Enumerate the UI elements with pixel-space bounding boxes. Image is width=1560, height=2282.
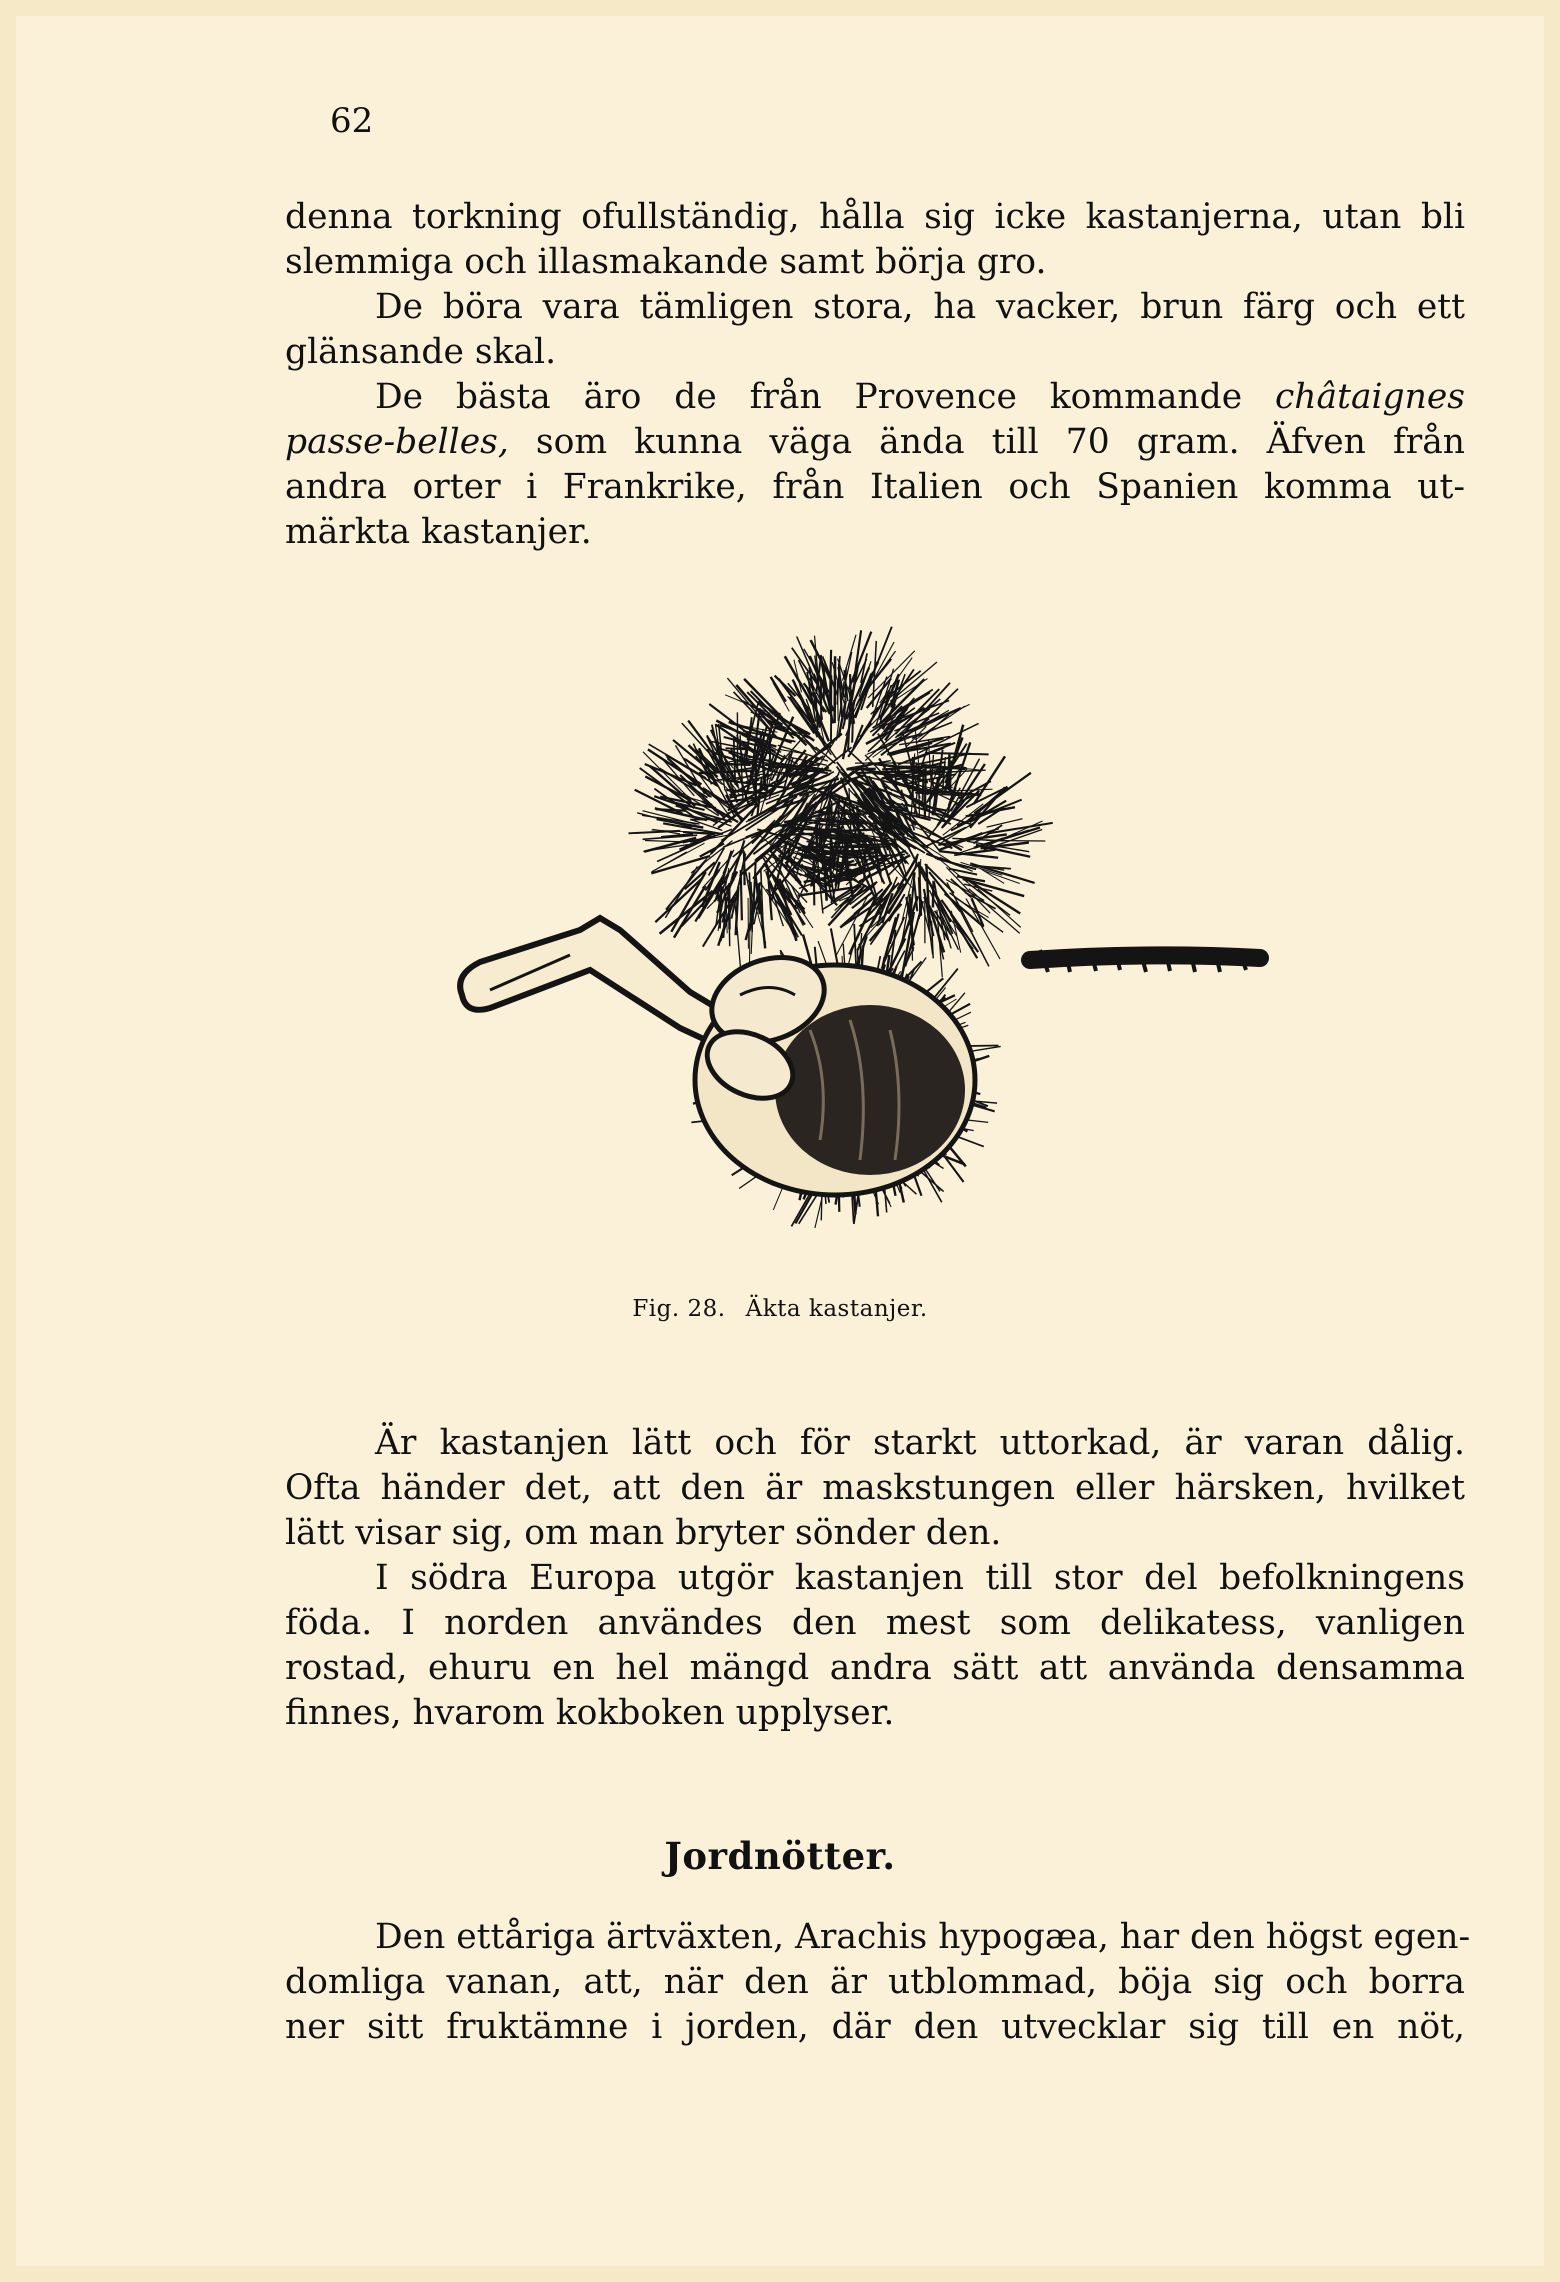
text-line: Ofta händer det, att den är maskstungen eller härsken, hvilket	[285, 1468, 1465, 1508]
figure-title: Äkta kastanjer.	[745, 1296, 928, 1322]
italic-term: passe-belles,	[285, 422, 509, 462]
text-line: De böra vara tämligen stora, ha vacker, brun färg och ett	[375, 287, 1465, 327]
opened-husk	[695, 943, 975, 1195]
section-heading: Jordnötter.	[664, 1834, 896, 1878]
text-line: Är kastanjen lätt och för starkt uttorkad, är varan dålig.	[375, 1423, 1465, 1463]
text-line: lätt visar sig, om man bryter sönder den.	[285, 1513, 1002, 1553]
figure-caption	[0, 1296, 1560, 1322]
text-block-top	[285, 195, 1465, 555]
text-line: finnes, hvarom kokboken upplyser.	[285, 1693, 895, 1733]
text-block-bottom	[285, 1915, 1471, 2050]
text-line	[285, 420, 1465, 465]
text-line: denna torkning ofullständig, hålla sig icke kastanjerna, utan bli	[285, 197, 1465, 237]
text-line: Den ettåriga ärtväxten, Arachis hypogæa, har den högst egen-	[375, 1917, 1471, 1957]
text-line: slemmiga och illasmakande samt börja gro.	[285, 242, 1047, 282]
text-block-middle	[285, 1421, 1465, 1736]
text-line: andra orter i Frankrike, från Italien och Spanien komma ut-	[285, 467, 1465, 507]
text-fragment: De bästa äro de från Provence kommande	[375, 377, 1243, 417]
text-line: glänsande skal.	[285, 332, 557, 372]
page-number: 62	[330, 101, 374, 141]
catkin	[1030, 949, 1260, 972]
italic-term: châtaignes	[1274, 377, 1465, 417]
text-line	[285, 375, 1465, 420]
text-line: I södra Europa utgör kastanjen till stor del befolkningens	[375, 1558, 1465, 1598]
text-line: ner sitt fruktämne i jorden, där den utvecklar sig till en nöt,	[285, 2007, 1465, 2047]
chestnut-burr-illustration-icon	[450, 600, 1280, 1260]
text-line: föda. I norden användes den mest som delikatess, vanligen	[285, 1603, 1465, 1643]
text-line: rostad, ehuru en hel mängd andra sätt att använda densamma	[285, 1648, 1465, 1688]
text-line: domliga vanan, att, när den är utblommad, böja sig och borra	[285, 1962, 1465, 2002]
figure-label: Fig. 28.	[632, 1296, 726, 1322]
text-line: märkta kastanjer.	[285, 512, 592, 552]
text-fragment: som kunna väga ända till 70 gram. Äfven från	[535, 422, 1466, 462]
